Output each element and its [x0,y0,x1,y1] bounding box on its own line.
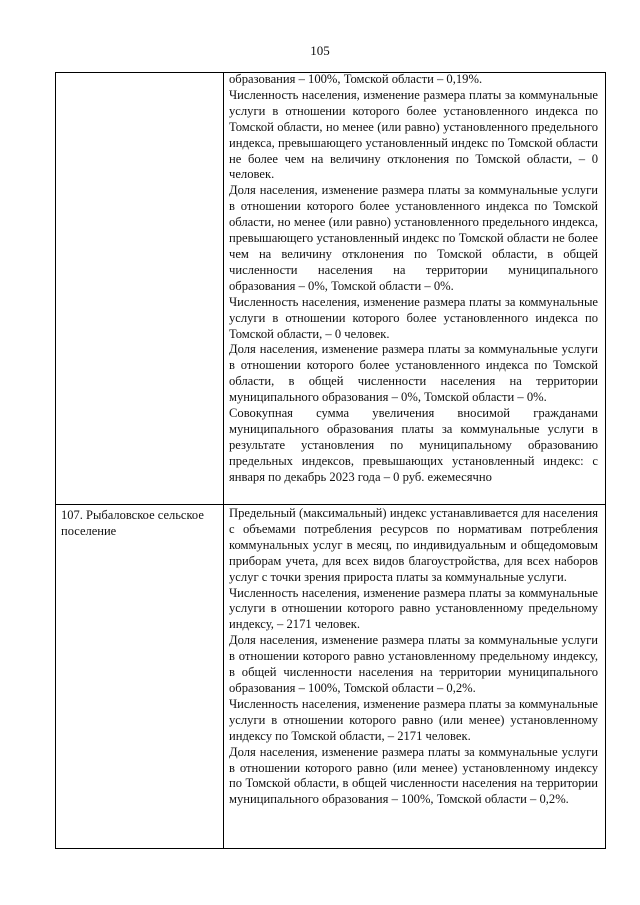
paragraph: Численность населения, изменение размера платы за коммунальные услуги в отношении которого более установленного индекса по Томской области, но менее (или равно) установленного предельного индекса, превышающего установленный индекс по Томской области не более чем на величину отклонения по Томской области, – 0 человек. [229,87,598,182]
paragraph: Численность населения, изменение размера платы за коммунальные услуги в отношении которого равно (или менее) установленному индексу по Томской области, – 2171 человек. [229,696,598,743]
page-number: 105 [310,43,330,58]
paragraph: Доля населения, изменение размера платы за коммунальные услуги в отношении которого равно (или менее) установленному индексу по Томской области, в общей численности населения на территории муниципального образования – 100%, Томской области – 0,2%. [229,744,598,807]
paragraph: Численность населения, изменение размера платы за коммунальные услуги в отношении которого более установленного индекса по Томской области, – 0 человек. [229,294,598,341]
paragraph: Доля населения, изменение размера платы за коммунальные услуги в отношении которого более установленного индекса по Томской области, но менее (или равно) установленного предельного индекса, превышающего установленный индекс по Томской области не более чем на величину отклонения по Томской области, в общей численности населения на территории муниципального образования – 0%, Томской области – 0%. [229,183,598,293]
table-row [56,505,606,849]
paragraph: Численность населения, изменение размера платы за коммунальные услуги в отношении которого равно установленному предельному индексу, – 2171 человек. [229,585,598,632]
municipality-cell [56,505,224,849]
municipality-name: 107. Рыбаловское сельское поселение [61,508,204,538]
data-table [55,72,606,849]
table-row [56,73,606,505]
paragraph: Совокупная сумма увеличения вносимой гражданами муниципального образования платы за коммунальные услуги в результате установления по муниципальному образованию предельных индексов, превышающих установленный индекс: с января по декабрь 2023 года – 0 руб. ежемесячно [229,406,598,484]
description-cell [224,73,606,505]
municipality-cell [56,73,224,505]
paragraph: Предельный (максимальный) индекс устанавливается для населения с объемами потребления ресурсов по нормативам потребления коммунальных услуг в месяц, по индивидуальным и общедомовым приборам учета, для всех видов благоустройства, для всех наборов услуг с точки зрения прироста платы за коммунальные услуги. [229,506,598,584]
municipality-name [56,73,223,75]
paragraph: Доля населения, изменение размера платы за коммунальные услуги в отношении которого равно установленному предельному индексу, в общей численности населения на территории муниципального образования – 100%, Томской области – 0,2%. [229,633,598,695]
paragraph: образования – 100%, Томской области – 0,19%. [229,72,483,86]
description-cell [224,505,606,849]
paragraph: Доля населения, изменение размера платы за коммунальные услуги в отношении которого более установленного индекса по Томской области, в общей численности населения на территории муниципального образования – 0%, Томской области – 0%. [229,342,598,405]
